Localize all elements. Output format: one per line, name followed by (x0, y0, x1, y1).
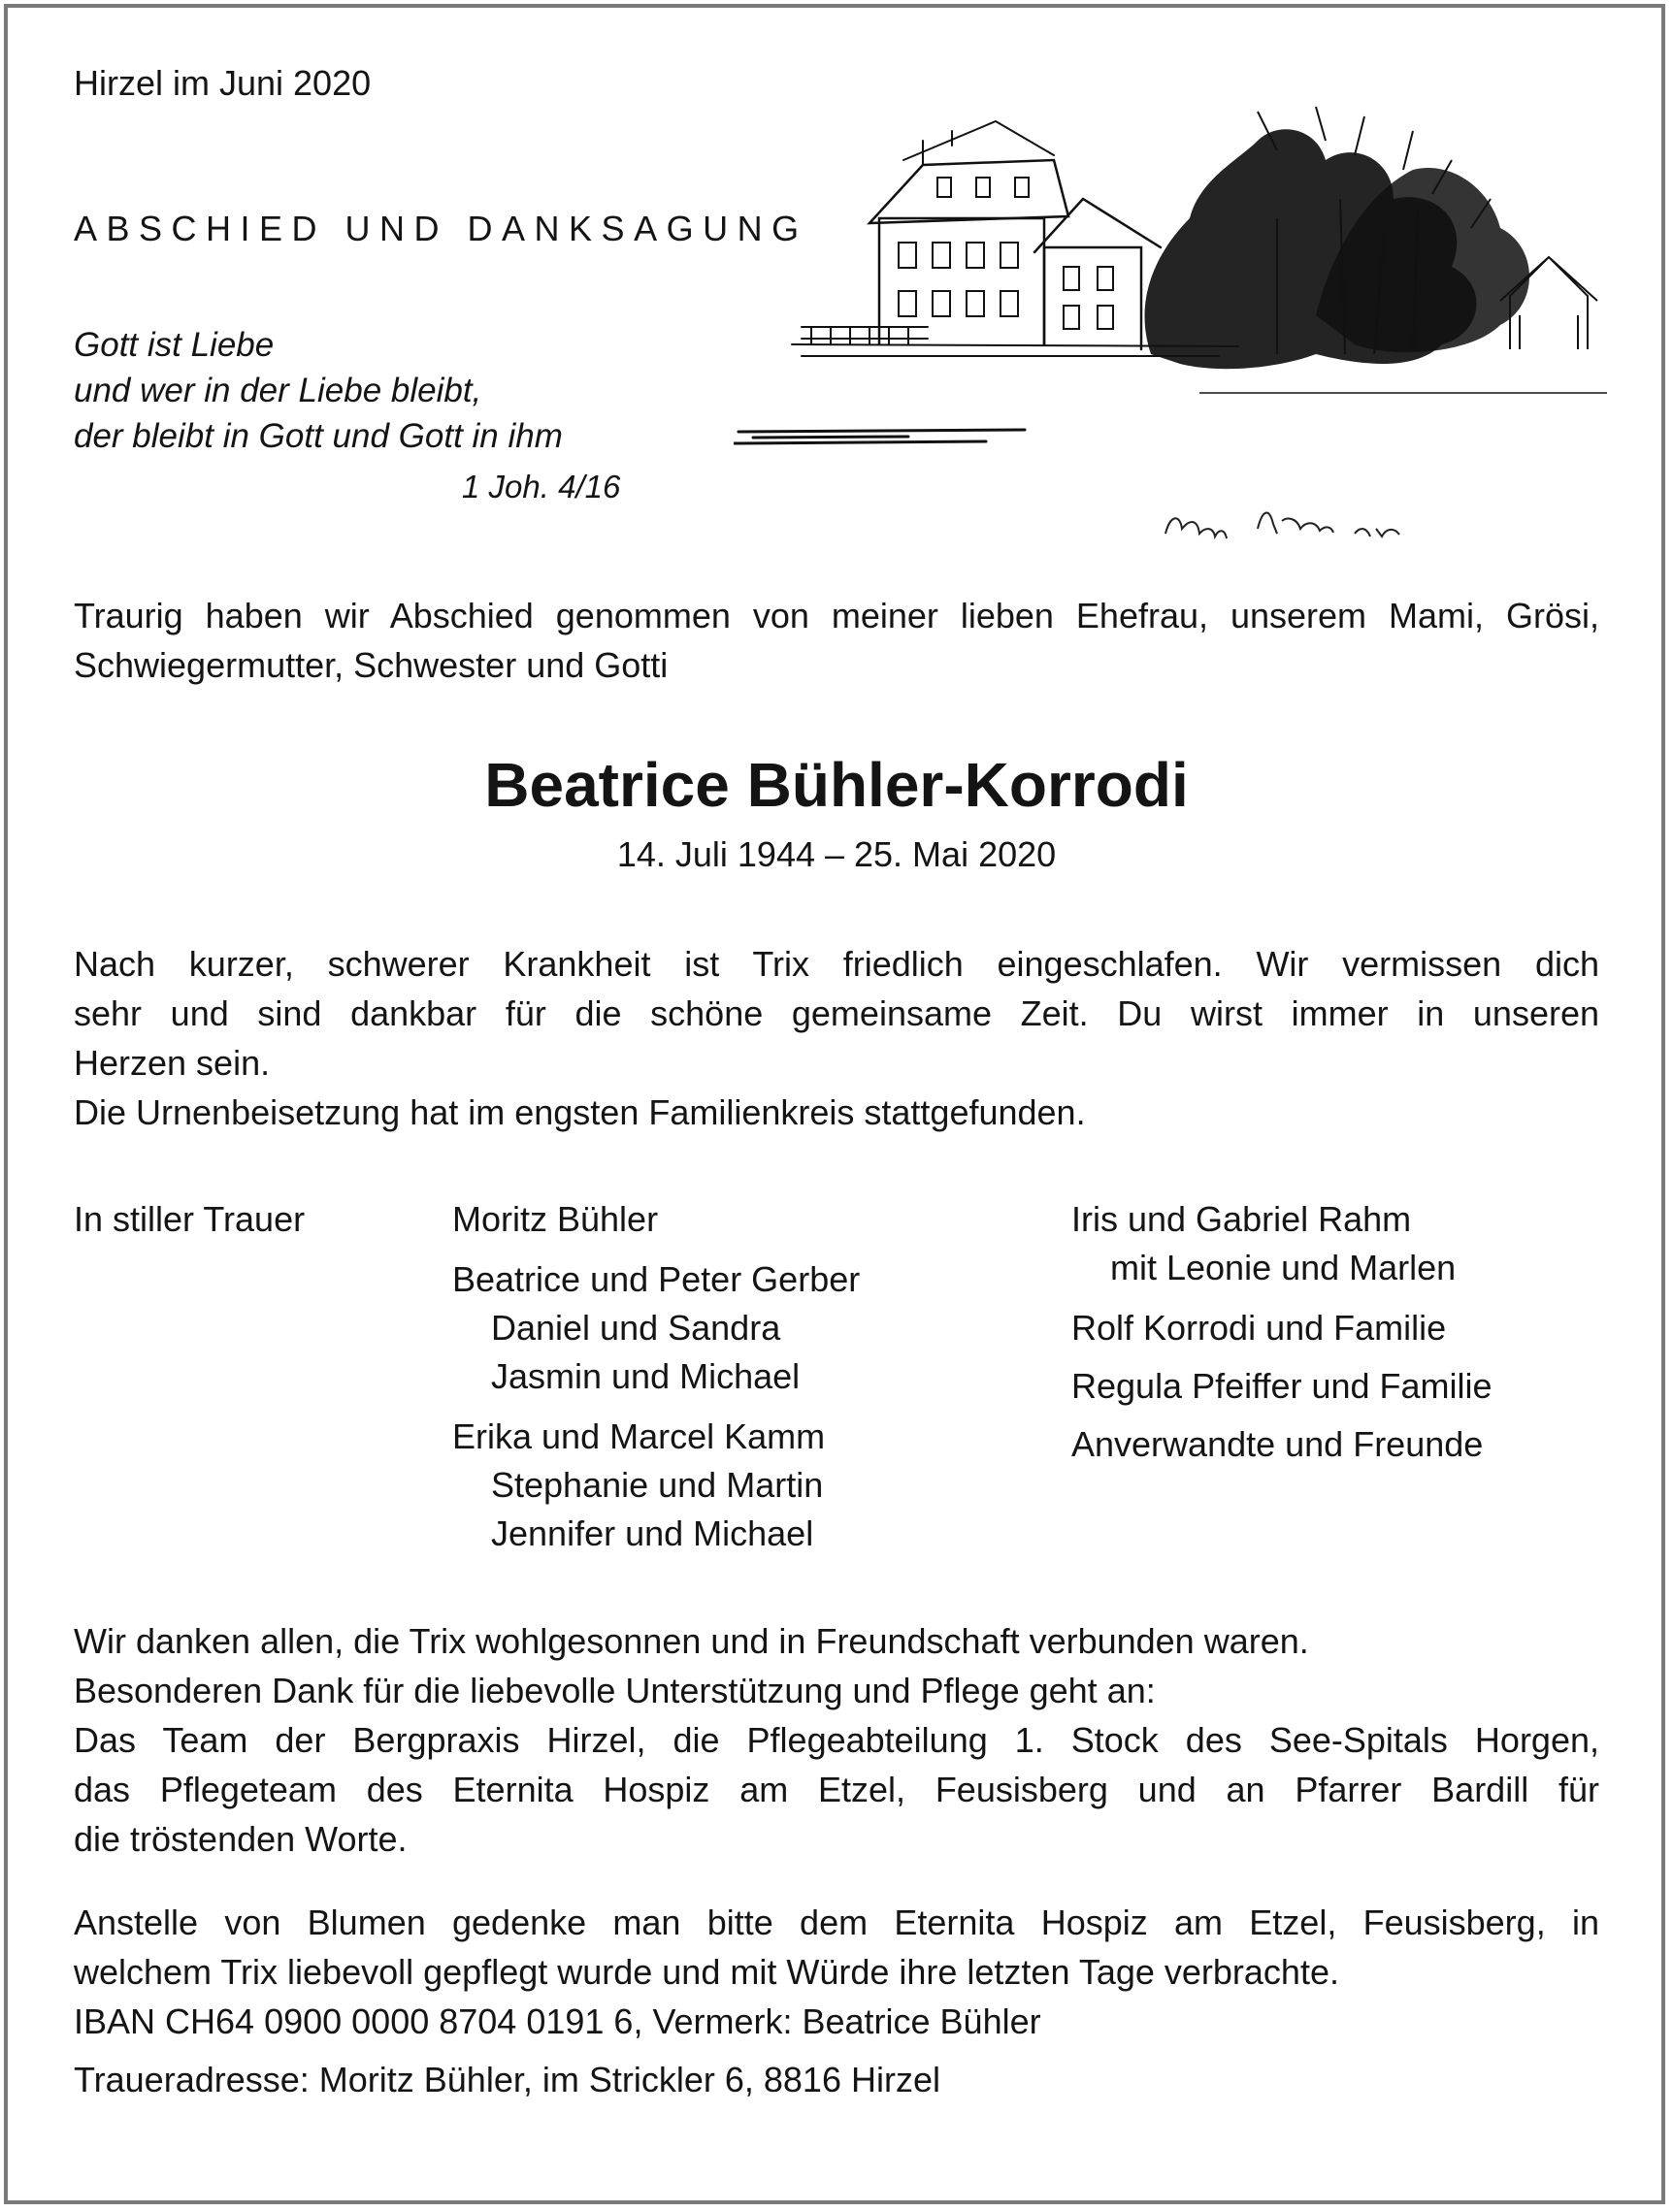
thanks-line: das Pflegeteam des Eternita Hospiz am Etzel, Feusisberg und an Pfarrer Bardill für (74, 1770, 1599, 1809)
message-line: Die Urnenbeisetzung hat im engsten Familienkreis stattgefunden. (74, 1092, 1086, 1132)
mourner-sub-name: Stephanie und Martin (491, 1465, 824, 1505)
mourner-name: Iris und Gabriel Rahm (1071, 1199, 1412, 1239)
mourner-name: Anverwandte und Freunde (1071, 1424, 1484, 1464)
bible-verse (74, 322, 563, 459)
house-sketch-illustration (734, 102, 1617, 548)
message-line: sehr und sind dankbar für die schöne gemeinsame Zeit. Du wirst immer in unseren (74, 993, 1599, 1033)
mourner-entry (1071, 1362, 1493, 1411)
thanks-line: Besonderen Dank für die liebevolle Unterstützung und Pflege geht an: (74, 1671, 1156, 1710)
mourner-entry (1071, 1304, 1493, 1352)
intro-text: Traurig haben wir Abschied genommen von meiner lieben Ehefrau, unserem Mami, Grösi, Schwiegermutter, Schwester und Gotti (74, 596, 1599, 685)
mourner-entry (1071, 1420, 1493, 1469)
verse-line: Gott ist Liebe (74, 326, 275, 364)
mourner-name: Moritz Bühler (452, 1199, 659, 1239)
donation-line: welchem Trix liebevoll gepflegt wurde und mit Würde ihre letzten Tage verbrachte. (74, 1952, 1339, 1992)
mourner-sub-name: Jennifer und Michael (491, 1513, 814, 1553)
mourner-entry (452, 1195, 860, 1244)
donation-iban: IBAN CH64 0900 0000 8704 0191 6, Vermerk: Beatrice Bühler (74, 2001, 1041, 2041)
thanks-line: Das Team der Bergpraxis Hirzel, die Pflegeabteilung 1. Stock des See-Spitals Horgen, (74, 1720, 1599, 1760)
life-dates: 14. Juli 1944 – 25. Mai 2020 (616, 834, 1057, 874)
verse-line: der bleibt in Gott und Gott in ihm (74, 417, 563, 455)
thanks-line: Wir danken allen, die Trix wohlgesonnen und in Freundschaft verbunden waren. (74, 1621, 1309, 1661)
notice-heading: ABSCHIED UND DANKSAGUNG (74, 209, 808, 248)
mourner-entry (1071, 1195, 1493, 1292)
mourner-sub-name: mit Leonie und Marlen (1110, 1248, 1457, 1287)
verse-reference: 1 Joh. 4/16 (462, 469, 621, 504)
place-date: Hirzel im Juni 2020 (74, 63, 372, 103)
mourner-name: Beatrice und Peter Gerber (452, 1259, 861, 1299)
mourner-sub-name: Jasmin und Michael (491, 1356, 801, 1396)
verse-line: und wer in der Liebe bleibt, (74, 372, 482, 409)
thanks-line: die tröstenden Worte. (74, 1819, 408, 1859)
thanks-paragraph (74, 1616, 1599, 1864)
mourner-name: Erika und Marcel Kamm (452, 1416, 826, 1456)
mourner-name: Rolf Korrodi und Familie (1071, 1308, 1447, 1348)
mourners-label: In stiller Trauer (74, 1199, 306, 1239)
mourners-column-1 (452, 1195, 860, 1570)
message-paragraph (74, 939, 1599, 1137)
deceased-name: Beatrice Bühler-Korrodi (484, 750, 1189, 820)
mourner-entry (452, 1413, 860, 1558)
donation-line: Anstelle von Blumen gedenke man bitte dem Eternita Hospiz am Etzel, Feusisberg, in (74, 1903, 1599, 1942)
message-line: Herzen sein. (74, 1043, 271, 1083)
mourners-column-2 (1071, 1195, 1493, 1479)
mourner-sub-name: Daniel und Sandra (491, 1308, 781, 1348)
mourning-address: Traueradresse: Moritz Bühler, im Strickler 6, 8816 Hirzel (74, 2060, 940, 2099)
mourner-name: Regula Pfeiffer und Familie (1071, 1366, 1493, 1406)
mourner-entry (452, 1255, 860, 1401)
artist-signature (1165, 513, 1399, 538)
message-line: Nach kurzer, schwerer Krankheit ist Trix friedlich eingeschlafen. Wir vermissen dich (74, 944, 1599, 984)
donation-paragraph (74, 1898, 1599, 2046)
